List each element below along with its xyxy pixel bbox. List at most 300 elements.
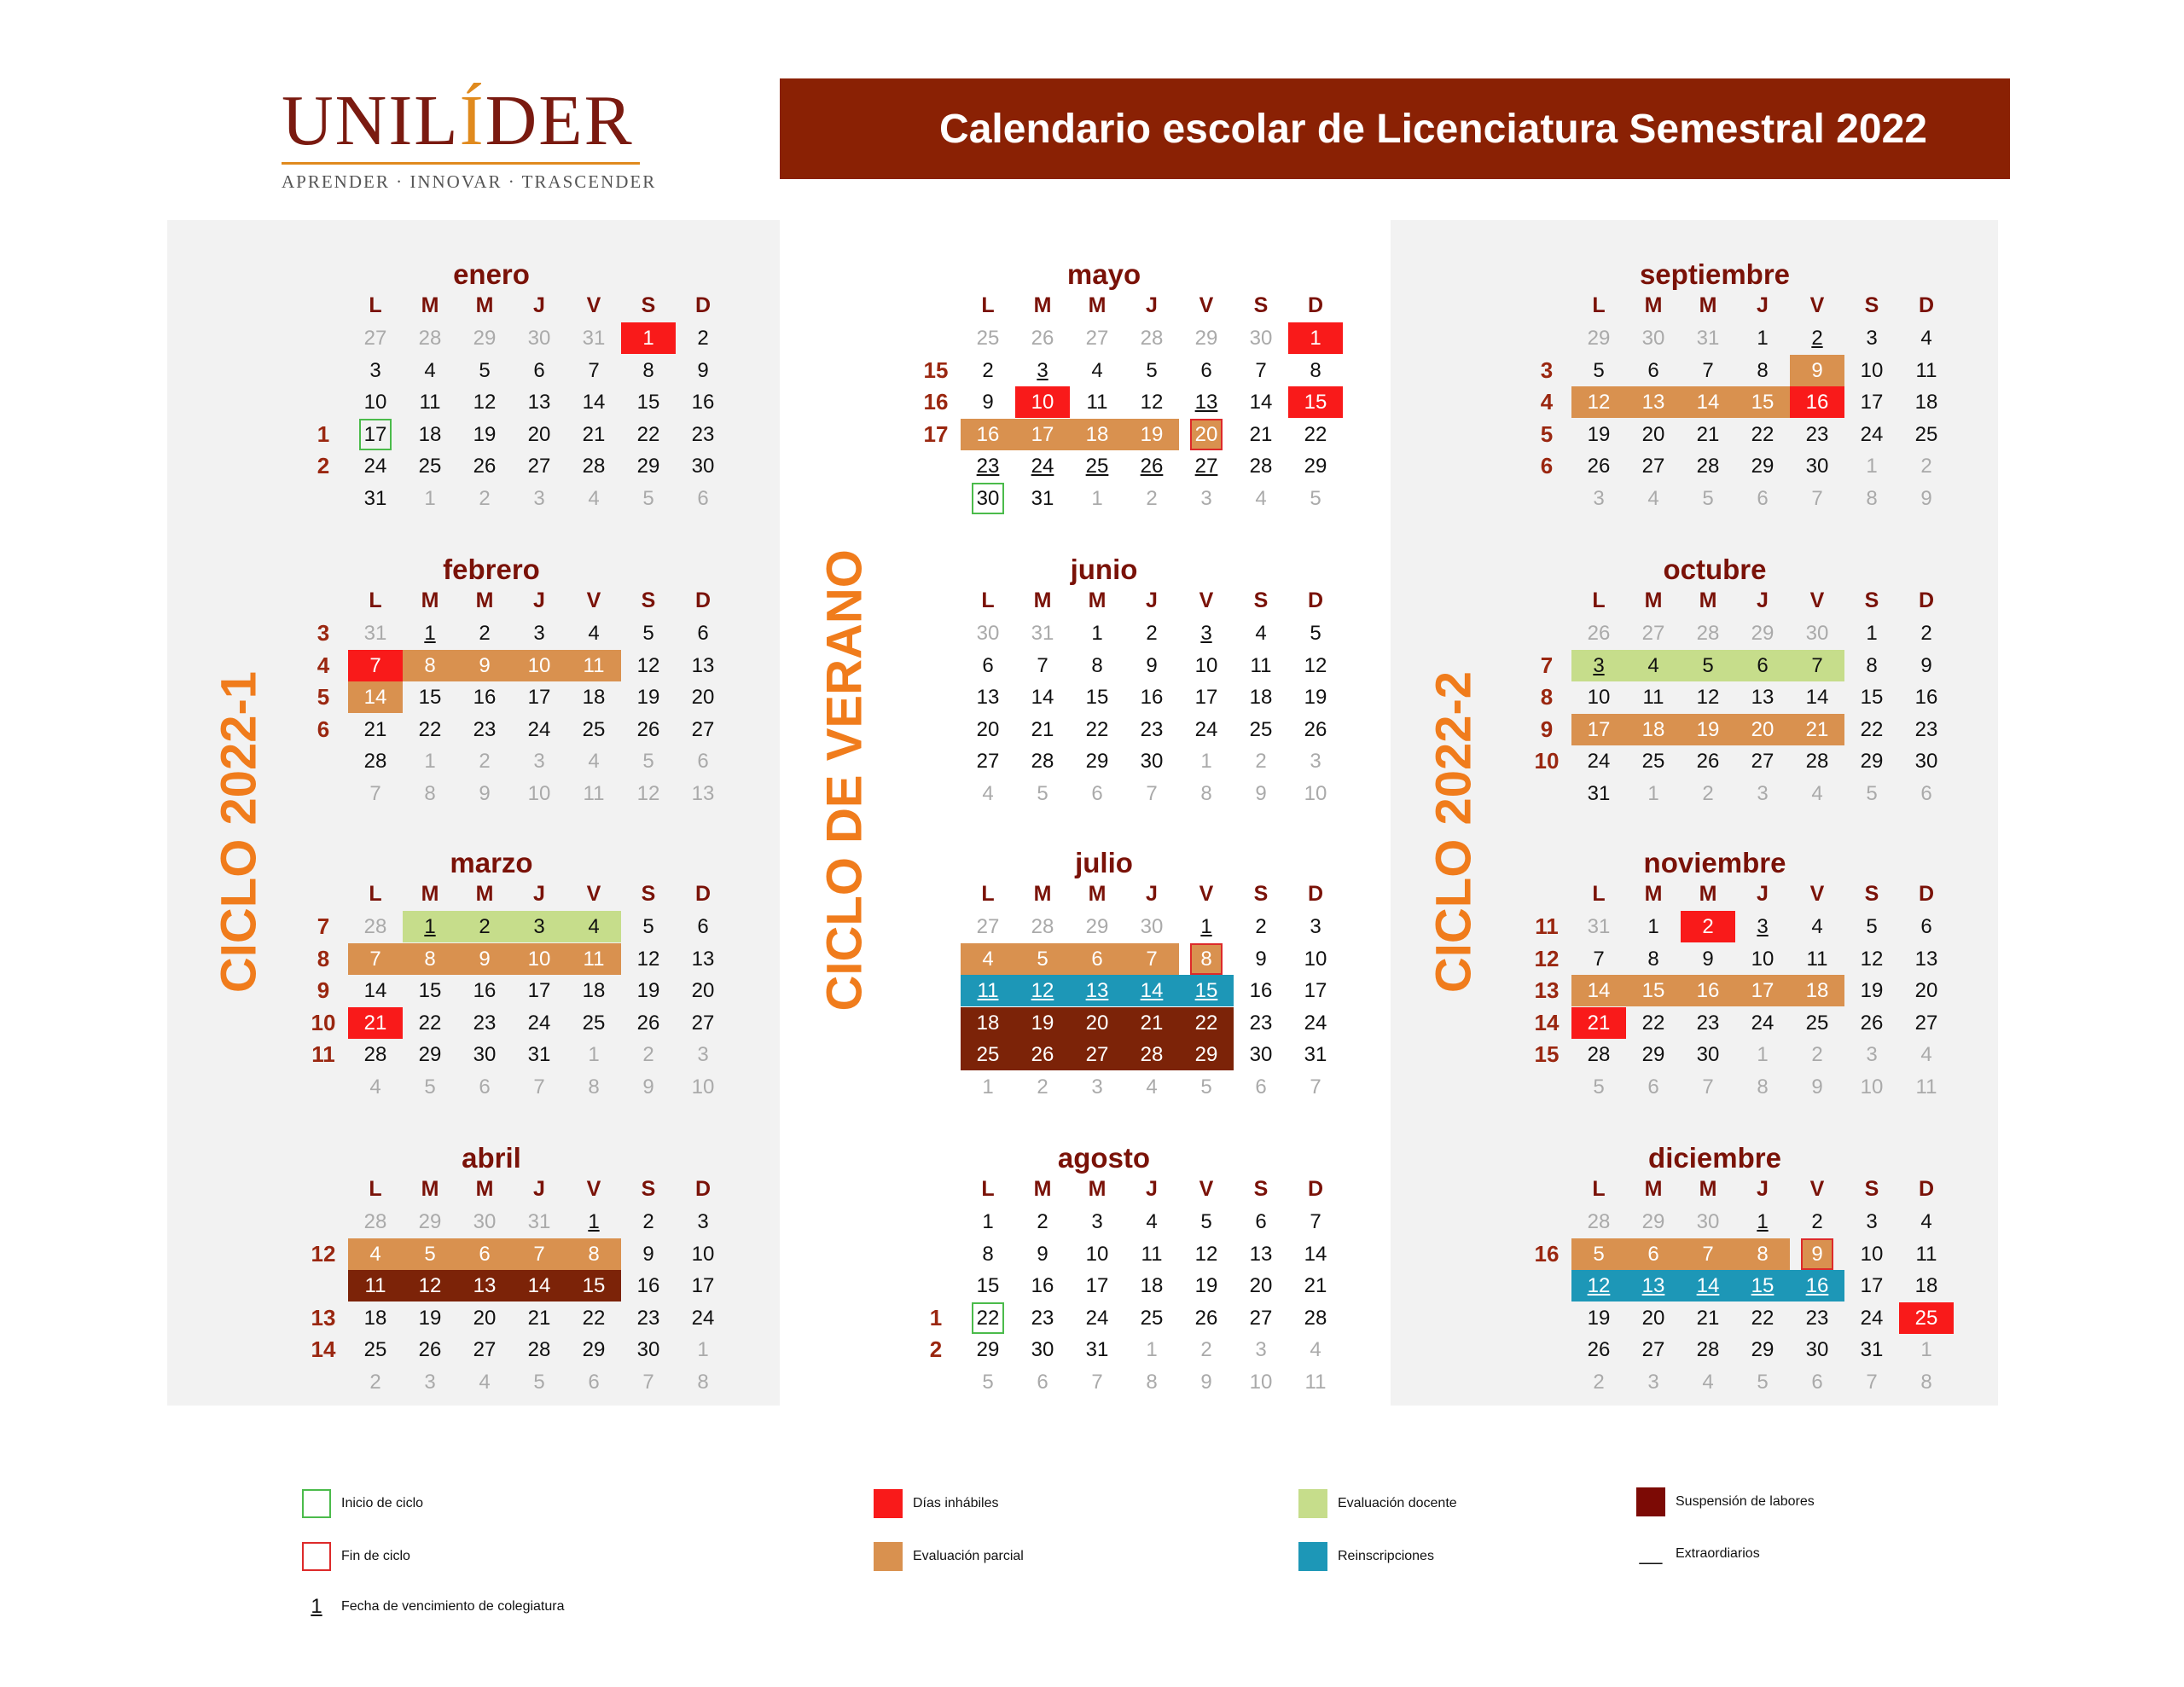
day-cell: 26 xyxy=(1860,1011,1884,1035)
day-cell: 17 xyxy=(527,979,551,1002)
page-title: Calendario escolar de Licenciatura Semestral 2022 xyxy=(939,106,1927,152)
day-cell: 3 xyxy=(1310,915,1321,938)
cycle-label-verano: CICLO DE VERANO xyxy=(816,549,873,1012)
day-cell: 20 xyxy=(1914,979,1938,1002)
day-header: M xyxy=(1644,882,1663,906)
day-header: M xyxy=(1699,588,1717,612)
day-cell: 19 xyxy=(1587,422,1611,446)
day-cell: 22 xyxy=(1304,422,1327,446)
day-cell: 14 xyxy=(363,979,387,1002)
day-cell: 20 xyxy=(1190,419,1223,450)
day-cell: 1 xyxy=(1288,322,1343,354)
red-swatch-icon xyxy=(874,1489,903,1518)
day-cell: 26 xyxy=(1696,750,1720,773)
day-cell: 4 xyxy=(588,622,600,645)
day-cell: 21 xyxy=(1790,714,1844,745)
day-cell: 4 xyxy=(1811,781,1823,805)
day-cell: 17 xyxy=(691,1274,715,1297)
day-cell: 17 xyxy=(1015,419,1070,450)
day-cell: 6 xyxy=(479,1075,491,1099)
unilider-logo xyxy=(282,81,657,196)
day-cell: 5 xyxy=(642,622,654,645)
day-header: V xyxy=(586,293,601,317)
day-cell: 10 xyxy=(1860,1075,1884,1099)
day-header: M xyxy=(1033,882,1052,906)
day-cell: 5 xyxy=(403,1238,457,1270)
day-cell: 9 xyxy=(1702,947,1714,971)
blue-swatch-icon xyxy=(1298,1542,1327,1571)
day-cell: 10 xyxy=(1304,781,1327,805)
day-cell: 5 xyxy=(1681,650,1735,681)
day-cell: 5 xyxy=(1310,622,1321,645)
day-cell: 1 xyxy=(982,1075,994,1099)
day-cell: 11 xyxy=(1915,1242,1937,1266)
month-name: mayo xyxy=(1066,258,1141,290)
day-cell: 8 xyxy=(1190,943,1223,975)
day-cell: 7 xyxy=(512,1238,566,1270)
day-cell: 2 xyxy=(642,1210,654,1233)
day-header: J xyxy=(533,882,545,906)
day-cell: 8 xyxy=(403,650,457,681)
day-cell: 22 xyxy=(418,1011,442,1035)
day-cell: 31 xyxy=(1031,486,1054,510)
day-cell: 12 xyxy=(403,1270,457,1301)
day-cell: 9 xyxy=(1920,486,1932,510)
day-cell: 8 xyxy=(1735,1238,1790,1270)
day-cell: 14 xyxy=(1805,686,1829,709)
day-cell: 13 xyxy=(691,653,715,677)
day-cell: 28 xyxy=(1124,1039,1179,1070)
day-cell: 1 xyxy=(621,322,676,354)
day-cell: 25 xyxy=(418,455,442,478)
day-cell: 30 xyxy=(527,327,551,350)
day-cell: 3 xyxy=(1091,1075,1103,1099)
day-cell: 19 xyxy=(418,1306,442,1330)
day-cell: 25 xyxy=(1085,455,1109,478)
day-cell: 9 xyxy=(1790,355,1844,386)
day-cell: 3 xyxy=(1757,915,1769,938)
day-cell: 6 xyxy=(533,358,545,382)
day-cell: 29 xyxy=(1304,455,1327,478)
day-cell: 5 xyxy=(642,750,654,773)
day-cell: 29 xyxy=(1860,750,1884,773)
day-cell: 14 xyxy=(1249,391,1273,414)
day-header: M xyxy=(1033,293,1052,317)
day-cell: 16 xyxy=(961,419,1015,450)
day-cell: 15 xyxy=(418,686,442,709)
day-cell: 23 xyxy=(1249,1011,1273,1035)
day-header: D xyxy=(694,882,712,906)
legend-reinscripciones: Reinscripciones xyxy=(1298,1542,1434,1571)
day-cell: 1 xyxy=(424,622,436,645)
day-header: S xyxy=(1864,588,1879,612)
day-cell: 25 xyxy=(1249,717,1273,741)
day-cell: 4 xyxy=(1091,358,1103,382)
day-cell: 30 xyxy=(1914,750,1938,773)
day-cell: 13 xyxy=(1626,1270,1681,1301)
day-cell: 1 xyxy=(1200,750,1212,773)
day-cell: 30 xyxy=(976,622,1000,645)
day-cell: 22 xyxy=(1085,717,1109,741)
day-cell: 4 xyxy=(566,911,621,942)
day-cell: 31 xyxy=(1587,781,1611,805)
day-cell: 6 xyxy=(1757,486,1769,510)
day-cell: 6 xyxy=(1037,1370,1048,1394)
day-cell: 2 xyxy=(982,358,994,382)
day-cell: 7 xyxy=(369,781,381,805)
day-cell: 27 xyxy=(473,1338,497,1361)
day-cell: 6 xyxy=(697,486,709,510)
day-cell: 25 xyxy=(1140,1306,1164,1330)
day-cell: 3 xyxy=(533,750,545,773)
day-header: L xyxy=(981,293,995,317)
day-cell: 22 xyxy=(1751,1306,1774,1330)
day-cell: 14 xyxy=(1304,1242,1327,1266)
day-header: V xyxy=(1809,588,1825,612)
day-cell: 19 xyxy=(1194,1274,1218,1297)
day-cell: 3 xyxy=(1310,750,1321,773)
day-cell: 28 xyxy=(363,915,387,938)
day-cell: 22 xyxy=(582,1306,606,1330)
day-cell: 8 xyxy=(642,358,654,382)
day-cell: 13 xyxy=(691,781,715,805)
day-header: M xyxy=(1699,1177,1717,1201)
underlined-date-sample: 1 xyxy=(311,1595,322,1618)
day-cell: 7 xyxy=(533,1075,545,1099)
day-header: M xyxy=(1088,293,1107,317)
day-header: M xyxy=(1088,588,1107,612)
day-cell: 3 xyxy=(1200,486,1212,510)
day-cell: 14 xyxy=(1681,1270,1735,1301)
day-cell: 21 xyxy=(582,422,606,446)
week-number: 6 xyxy=(317,716,330,742)
day-cell: 12 xyxy=(1304,653,1327,677)
day-cell: 24 xyxy=(527,1011,551,1035)
day-cell: 6 xyxy=(1920,915,1932,938)
logo-underline xyxy=(282,162,640,165)
day-cell: 6 xyxy=(982,653,994,677)
day-cell: 5 xyxy=(1200,1075,1212,1099)
day-cell: 16 xyxy=(473,979,497,1002)
day-cell: 11 xyxy=(1915,1075,1937,1099)
day-header: L xyxy=(369,293,382,317)
day-cell: 2 xyxy=(1037,1075,1048,1099)
day-cell: 23 xyxy=(473,1011,497,1035)
day-cell: 17 xyxy=(1735,975,1790,1006)
day-cell: 29 xyxy=(1179,1039,1234,1070)
day-cell: 15 xyxy=(976,1274,1000,1297)
week-number: 8 xyxy=(317,945,330,971)
week-number: 3 xyxy=(317,620,330,646)
day-cell: 20 xyxy=(527,422,551,446)
day-header: L xyxy=(369,882,382,906)
day-cell: 9 xyxy=(457,943,512,975)
day-cell: 27 xyxy=(363,327,387,350)
day-cell: 23 xyxy=(1805,422,1829,446)
day-header: M xyxy=(1644,588,1663,612)
day-cell: 1 xyxy=(1091,622,1103,645)
day-cell: 5 xyxy=(1200,1210,1212,1233)
day-cell: 2 xyxy=(642,1043,654,1066)
day-cell: 19 xyxy=(1681,714,1735,745)
day-header: S xyxy=(641,293,656,317)
day-cell: 12 xyxy=(1015,975,1070,1006)
legend-docente: Evaluación docente xyxy=(1298,1489,1457,1518)
day-cell: 5 xyxy=(1037,781,1048,805)
day-header: L xyxy=(369,588,382,612)
day-cell: 22 xyxy=(1860,717,1884,741)
day-header: M xyxy=(1088,1177,1107,1201)
day-cell: 26 xyxy=(1587,455,1611,478)
day-cell: 28 xyxy=(363,750,387,773)
day-cell: 4 xyxy=(1626,650,1681,681)
day-cell: 8 xyxy=(1310,358,1321,382)
day-cell: 10 xyxy=(512,943,566,975)
red-box-icon xyxy=(302,1542,331,1571)
day-cell: 18 xyxy=(961,1007,1015,1039)
day-cell: 29 xyxy=(1751,455,1774,478)
day-cell: 20 xyxy=(691,979,715,1002)
day-cell: 11 xyxy=(583,781,605,805)
day-cell: 3 xyxy=(533,486,545,510)
day-cell: 24 xyxy=(1194,717,1218,741)
day-cell: 24 xyxy=(691,1306,715,1330)
day-cell: 28 xyxy=(1696,1338,1720,1361)
day-cell: 19 xyxy=(1860,979,1884,1002)
day-cell: 7 xyxy=(348,650,403,681)
day-header: V xyxy=(586,588,601,612)
day-header: V xyxy=(586,1177,601,1201)
week-number: 14 xyxy=(1534,1009,1560,1035)
day-cell: 14 xyxy=(1124,975,1179,1006)
day-cell: 16 xyxy=(691,391,715,414)
day-cell: 17 xyxy=(527,686,551,709)
day-header: D xyxy=(1307,293,1324,317)
day-header: S xyxy=(1864,1177,1879,1201)
month-name: noviembre xyxy=(1643,847,1786,878)
day-cell: 9 xyxy=(1811,1075,1823,1099)
day-header: J xyxy=(1146,588,1158,612)
week-number: 14 xyxy=(311,1336,336,1362)
week-number: 7 xyxy=(317,913,330,939)
day-cell: 18 xyxy=(418,422,442,446)
day-cell: 3 xyxy=(697,1210,709,1233)
day-cell: 15 xyxy=(1288,386,1343,418)
day-cell: 8 xyxy=(1920,1370,1932,1394)
day-cell: 7 xyxy=(1037,653,1048,677)
day-header: S xyxy=(1253,1177,1269,1201)
day-header: J xyxy=(1757,588,1769,612)
day-cell: 22 xyxy=(972,1302,1004,1334)
day-cell: 7 xyxy=(348,943,403,975)
day-cell: 2 xyxy=(697,327,709,350)
day-header: S xyxy=(641,588,656,612)
day-cell: 6 xyxy=(1626,1238,1681,1270)
day-cell: 28 xyxy=(418,327,442,350)
day-cell: 3 xyxy=(1866,327,1878,350)
week-number: 12 xyxy=(1534,945,1560,971)
day-cell: 31 xyxy=(527,1043,551,1066)
day-cell: 1 xyxy=(1757,1043,1769,1066)
day-cell: 10 xyxy=(1304,947,1327,971)
day-cell: 13 xyxy=(1626,386,1681,418)
day-cell: 28 xyxy=(1587,1043,1611,1066)
day-cell: 21 xyxy=(527,1306,551,1330)
day-cell: 2 xyxy=(369,1370,381,1394)
day-cell: 8 xyxy=(697,1370,709,1394)
day-cell: 20 xyxy=(1249,1274,1273,1297)
week-number: 15 xyxy=(923,357,949,383)
day-cell: 9 xyxy=(457,650,512,681)
day-cell: 29 xyxy=(1641,1210,1665,1233)
month-name: agosto xyxy=(1057,1142,1151,1174)
day-cell: 12 xyxy=(636,947,660,971)
day-cell: 28 xyxy=(1696,622,1720,645)
day-cell: 22 xyxy=(1179,1007,1234,1039)
day-header: M xyxy=(421,1177,439,1201)
day-cell: 5 xyxy=(1593,358,1605,382)
day-cell: 5 xyxy=(1866,781,1878,805)
day-cell: 23 xyxy=(1914,717,1938,741)
day-cell: 6 xyxy=(1091,781,1103,805)
day-header: L xyxy=(981,588,995,612)
day-cell: 27 xyxy=(1641,622,1665,645)
week-number: 10 xyxy=(1534,748,1560,774)
day-header: S xyxy=(641,882,656,906)
day-cell: 13 xyxy=(1751,686,1774,709)
week-number: 17 xyxy=(923,420,949,447)
day-cell: 15 xyxy=(1626,975,1681,1006)
day-cell: 4 xyxy=(1146,1075,1158,1099)
day-cell: 1 xyxy=(403,911,457,942)
day-cell: 11 xyxy=(1304,1370,1327,1394)
day-cell: 8 xyxy=(403,943,457,975)
cycle-label-2022-2: CICLO 2022-2 xyxy=(1426,670,1482,994)
day-cell: 6 xyxy=(1811,1370,1823,1394)
day-cell: 11 xyxy=(961,975,1015,1006)
month-name: enero xyxy=(453,258,530,290)
day-cell: 27 xyxy=(1641,455,1665,478)
week-number: 3 xyxy=(1540,357,1554,383)
day-cell: 4 xyxy=(479,1370,491,1394)
day-header: M xyxy=(1699,882,1717,906)
day-cell: 30 xyxy=(473,1043,497,1066)
day-cell: 6 xyxy=(1920,781,1932,805)
day-cell: 27 xyxy=(527,455,551,478)
day-cell: 23 xyxy=(691,422,715,446)
day-header: J xyxy=(533,293,545,317)
day-cell: 5 xyxy=(1310,486,1321,510)
day-cell: 20 xyxy=(691,686,715,709)
week-number: 5 xyxy=(317,684,330,710)
day-cell: 27 xyxy=(1914,1011,1938,1035)
day-cell: 20 xyxy=(473,1306,497,1330)
day-cell: 24 xyxy=(527,717,551,741)
day-cell: 1 xyxy=(1146,1338,1158,1361)
day-cell: 21 xyxy=(363,717,387,741)
day-cell: 22 xyxy=(418,717,442,741)
day-cell: 26 xyxy=(636,1011,660,1035)
day-cell: 4 xyxy=(1811,915,1823,938)
day-header: S xyxy=(1253,293,1269,317)
day-cell: 18 xyxy=(1914,391,1938,414)
day-cell: 30 xyxy=(473,1210,497,1233)
day-header: D xyxy=(694,588,712,612)
day-cell: 6 xyxy=(1070,943,1124,975)
day-cell: 17 xyxy=(1194,686,1218,709)
day-cell: 24 xyxy=(363,455,387,478)
day-cell: 26 xyxy=(1140,455,1164,478)
day-cell: 24 xyxy=(1751,1011,1774,1035)
day-cell: 13 xyxy=(1914,947,1938,971)
day-cell: 27 xyxy=(1194,455,1218,478)
day-cell: 12 xyxy=(1571,1270,1626,1301)
day-cell: 19 xyxy=(1304,686,1327,709)
day-cell: 15 xyxy=(566,1270,621,1301)
day-cell: 16 xyxy=(1790,386,1844,418)
day-cell: 30 xyxy=(1805,1338,1829,1361)
day-cell: 28 xyxy=(527,1338,551,1361)
day-cell: 31 xyxy=(363,486,387,510)
day-header: M xyxy=(1033,588,1052,612)
day-cell: 27 xyxy=(1249,1306,1273,1330)
day-header: J xyxy=(1757,293,1769,317)
day-cell: 16 xyxy=(1681,975,1735,1006)
week-number: 16 xyxy=(923,389,949,415)
day-header: J xyxy=(1757,1177,1769,1201)
day-cell: 2 xyxy=(1593,1370,1605,1394)
day-cell: 28 xyxy=(363,1210,387,1233)
day-cell: 25 xyxy=(582,1011,606,1035)
green-box-icon xyxy=(302,1489,331,1518)
day-cell: 31 xyxy=(1860,1338,1884,1361)
day-cell: 27 xyxy=(976,915,1000,938)
day-cell: 30 xyxy=(691,455,715,478)
day-cell: 13 xyxy=(976,686,1000,709)
day-header: S xyxy=(1253,882,1269,906)
month-name: abril xyxy=(462,1142,521,1174)
day-cell: 7 xyxy=(1310,1075,1321,1099)
day-header: M xyxy=(1644,293,1663,317)
day-cell: 12 xyxy=(1571,386,1626,418)
day-cell: 29 xyxy=(1751,622,1774,645)
day-header: M xyxy=(421,588,439,612)
week-number: 8 xyxy=(1540,684,1554,710)
day-cell: 7 xyxy=(1593,947,1605,971)
day-header: M xyxy=(1033,1177,1052,1201)
day-cell: 15 xyxy=(1860,686,1884,709)
day-cell: 29 xyxy=(976,1338,1000,1361)
day-cell: 18 xyxy=(1914,1274,1938,1297)
day-header: S xyxy=(1864,293,1879,317)
day-cell: 21 xyxy=(1571,1007,1626,1039)
day-cell: 26 xyxy=(1587,622,1611,645)
day-cell: 9 xyxy=(642,1242,654,1266)
day-cell: 9 xyxy=(479,781,491,805)
day-cell: 5 xyxy=(424,1075,436,1099)
day-cell: 26 xyxy=(473,455,497,478)
day-cell: 1 xyxy=(588,1210,600,1233)
day-cell: 23 xyxy=(1696,1011,1720,1035)
day-cell: 11 xyxy=(1915,358,1937,382)
day-cell: 29 xyxy=(1641,1043,1665,1066)
day-cell: 29 xyxy=(636,455,660,478)
day-cell: 24 xyxy=(1031,455,1054,478)
day-cell: 5 xyxy=(642,915,654,938)
week-number: 1 xyxy=(317,420,330,447)
day-cell: 4 xyxy=(1255,486,1267,510)
day-cell: 1 xyxy=(982,1210,994,1233)
